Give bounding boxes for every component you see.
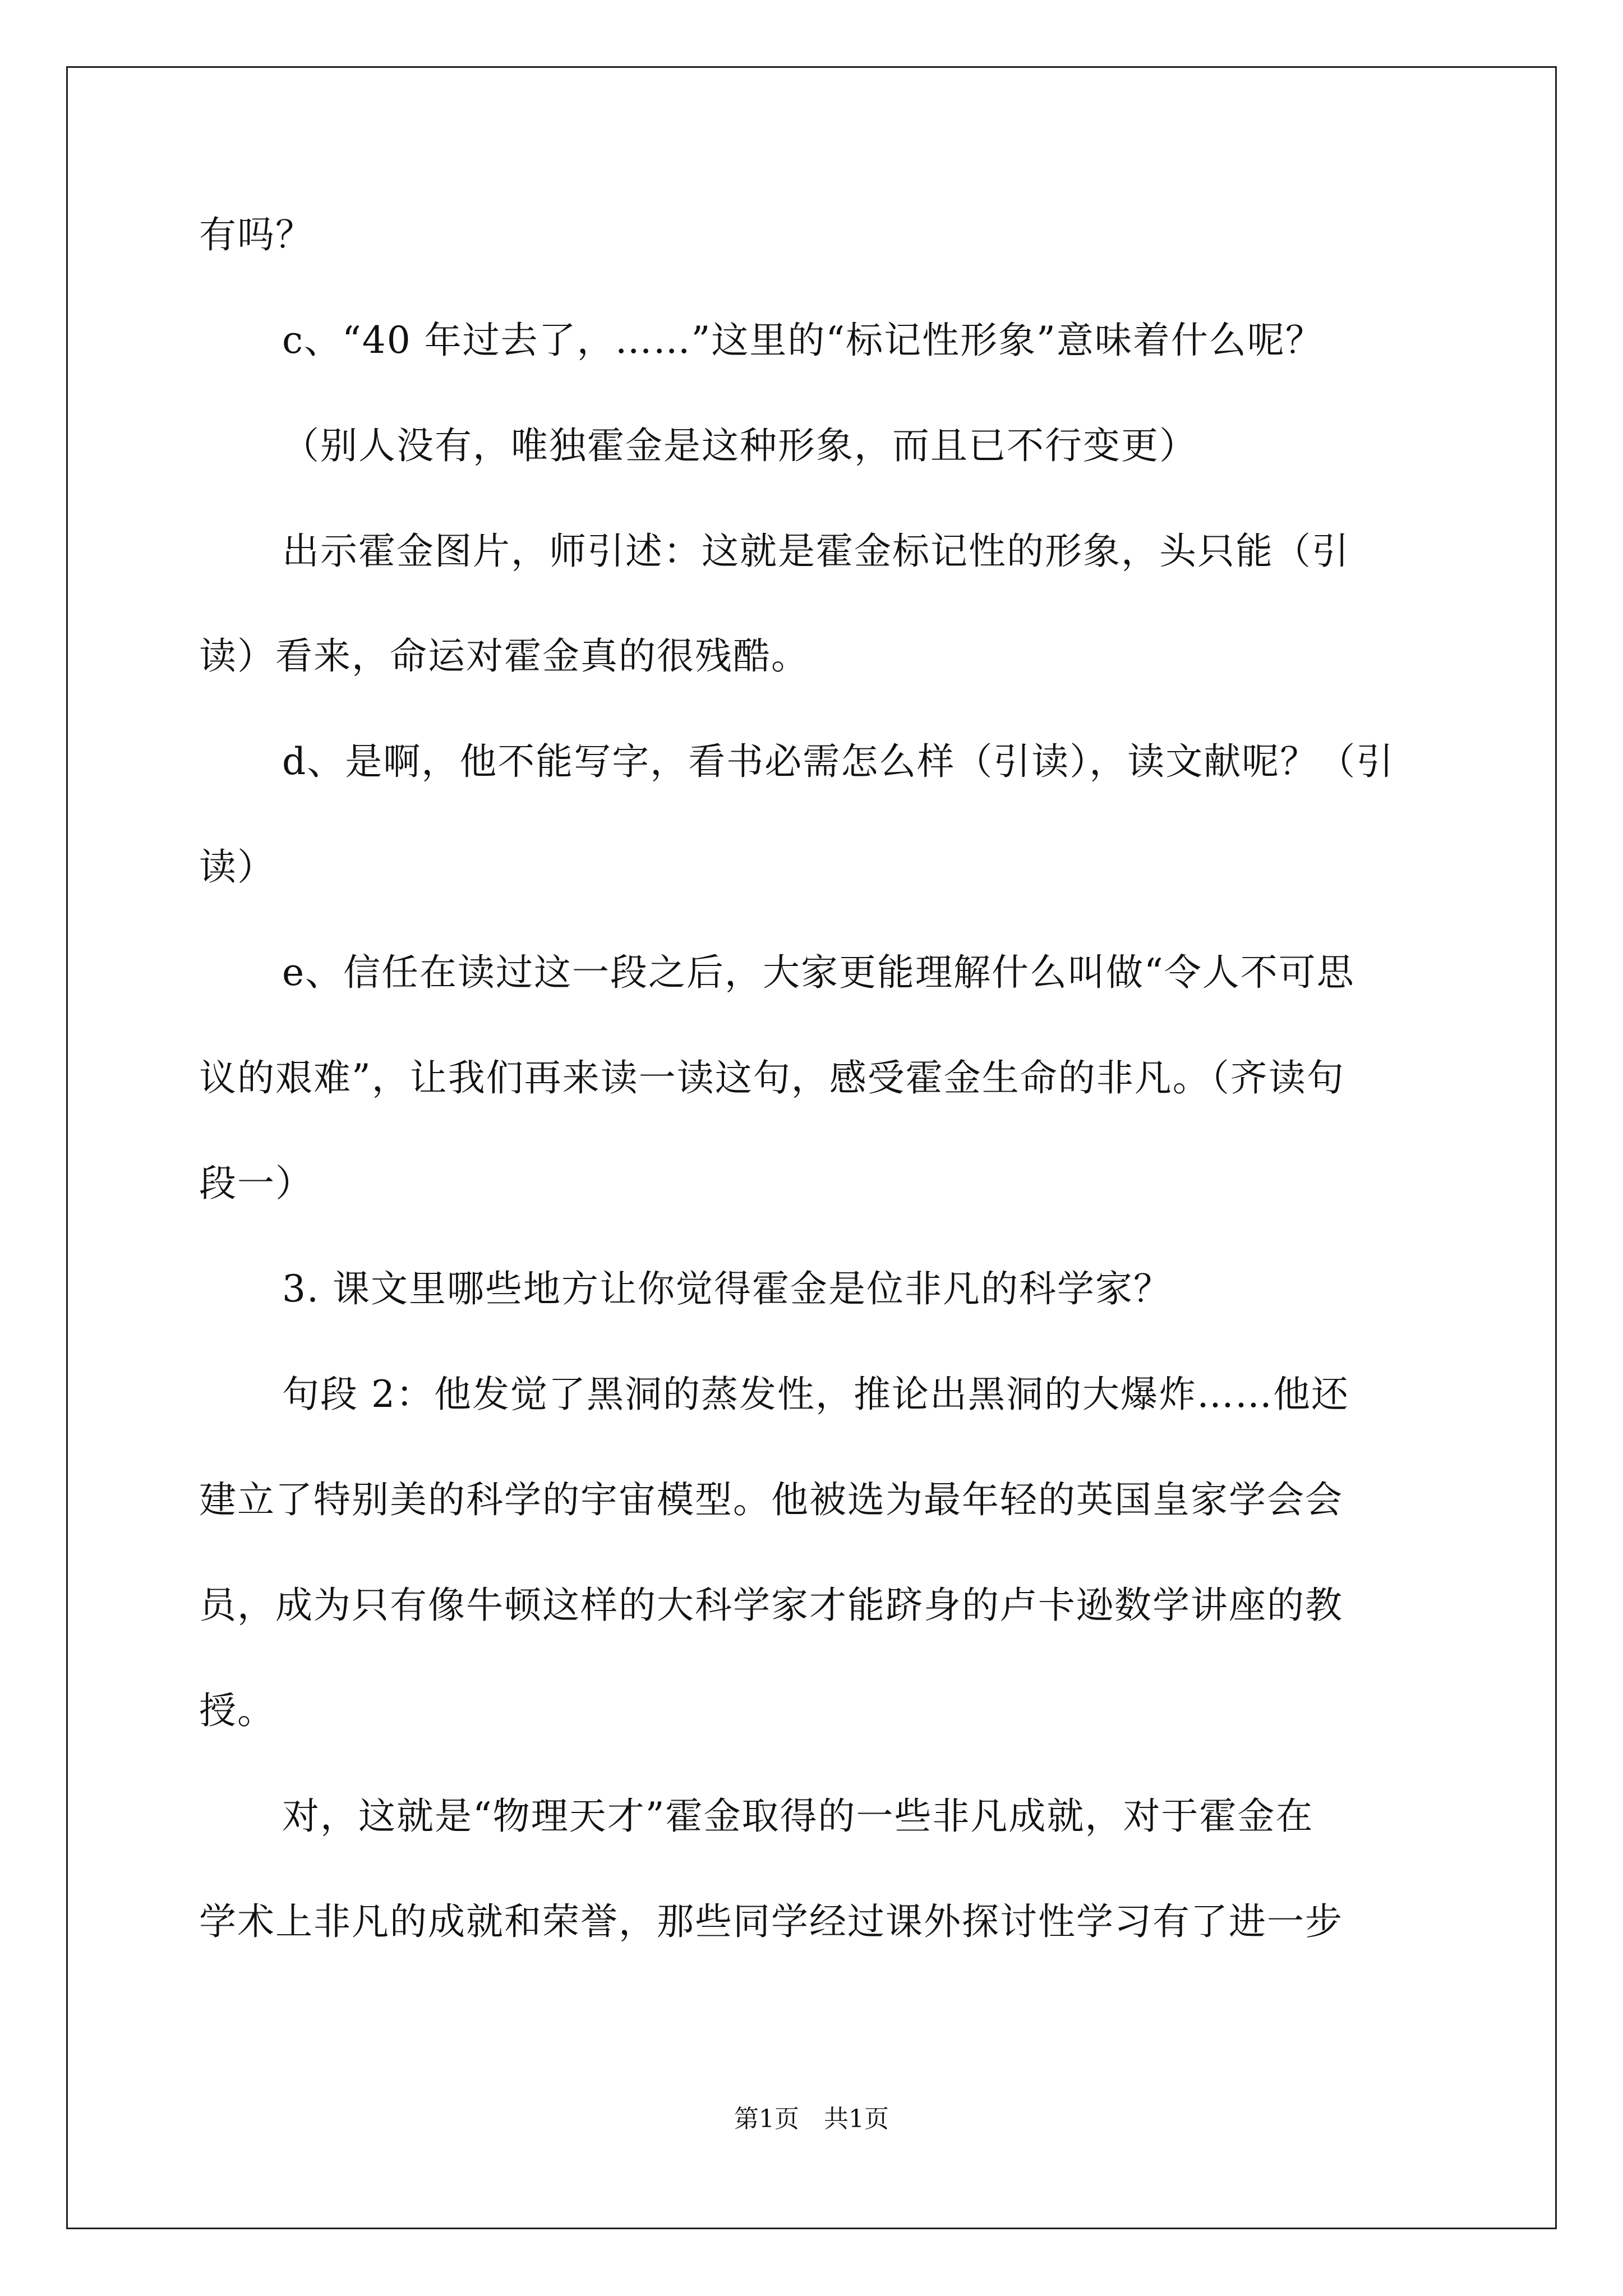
text-line: c、“40 年过去了，……”这里的“标记性形象”意味着什么呢？ xyxy=(282,319,1324,362)
text-line: 句段 2：他发觉了黑洞的蒸发性，推论出黑洞的大爆炸……他还 xyxy=(282,1373,1349,1416)
text-line: 员，成为只有像牛顿这样的大科学家才能跻身的卢卡逊数学讲座的教 xyxy=(199,1584,1343,1627)
text-line: 读）看来，命运对霍金真的很残酷。 xyxy=(199,634,809,678)
text-line: 有吗？ xyxy=(199,213,313,256)
text-line: 议的艰难”，让我们再来读一读这句，感受霍金生命的非凡。（齐读句 xyxy=(199,1056,1345,1099)
text-line: 建立了特别美的科学的宇宙模型。他被选为最年轻的英国皇家学会会 xyxy=(199,1478,1343,1521)
text-line: 授。 xyxy=(199,1689,275,1732)
text-line: e、信任在读过这一段之后，大家更能理解什么叫做“令人不可思 xyxy=(282,951,1355,994)
text-line: 对，这就是“物理天才”霍金取得的一些非凡成就，对于霍金在 xyxy=(282,1795,1314,1838)
text-line: d、是啊，他不能写字，看书必需怎么样（引读），读文献呢？（引 xyxy=(282,740,1395,783)
page-number-footer: 第1页 共1页 xyxy=(734,2105,889,2133)
text-line: 学术上非凡的成就和荣誉，那些同学经过课外探讨性学习有了进一步 xyxy=(199,1900,1343,1943)
text-line: 3. 课文里哪些地方让你觉得霍金是位非凡的科学家？ xyxy=(282,1267,1172,1310)
text-line: 读） xyxy=(199,845,275,889)
text-line: 段一） xyxy=(199,1162,313,1205)
text-line: （别人没有，唯独霍金是这种形象，而且已不行变更） xyxy=(282,424,1197,467)
text-line: 出示霍金图片，师引述：这就是霍金标记性的形象，头只能（引 xyxy=(282,530,1350,573)
